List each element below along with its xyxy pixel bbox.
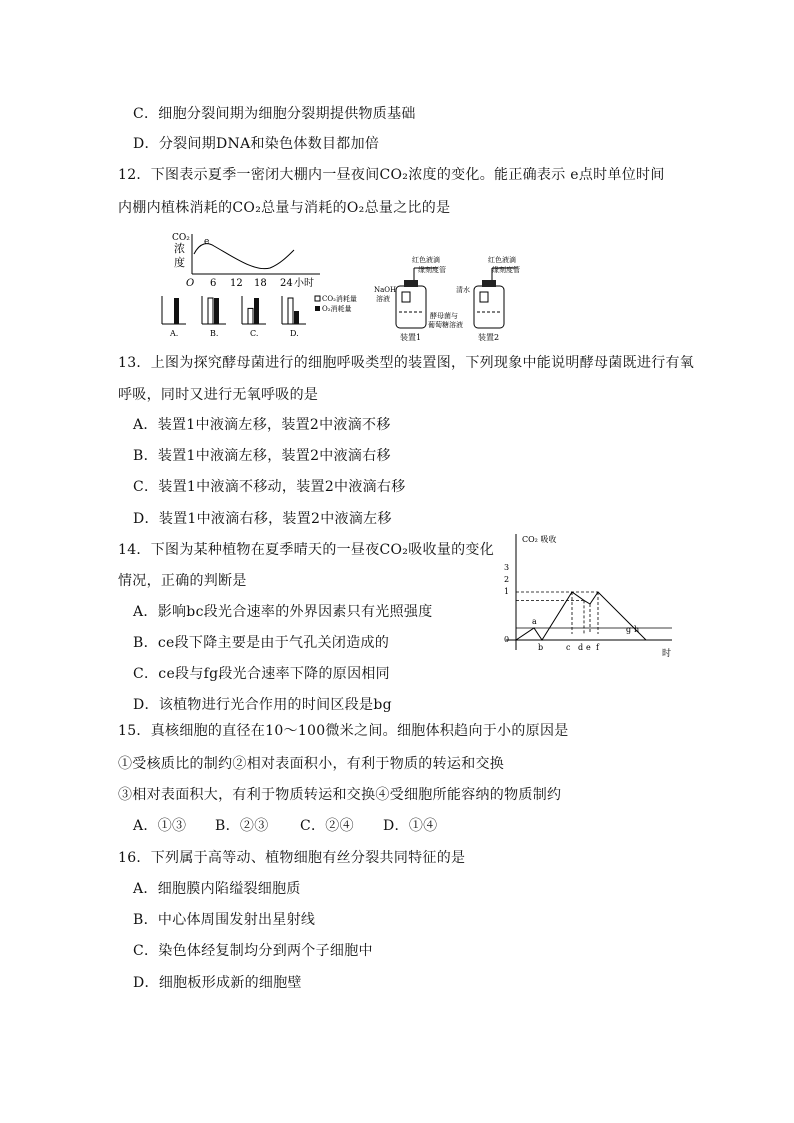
q14-point-f: f <box>596 643 599 652</box>
bar-o2 <box>294 311 299 324</box>
q15-option-a: A．①③ <box>133 818 187 834</box>
q13-option-c: C．装置1中液滴不移动，装置2中液滴右移 <box>133 479 406 495</box>
bar-co2 <box>208 298 213 324</box>
q16-stem: 16．下列属于高等动、植物细胞有丝分裂共同特征的是 <box>118 850 466 866</box>
q15-statement-1-2: ①受核质比的制约②相对表面积小，有利于物质的转运和交换 <box>118 756 505 772</box>
q14-point-g: g <box>626 625 632 634</box>
q16-option-b: B．中心体周围发射出星射线 <box>133 912 316 928</box>
q12-xtick-0: 6 <box>210 278 217 289</box>
q14-point-c: c <box>566 643 571 652</box>
q14-point-a: a <box>532 617 537 626</box>
q16-option-a: A．细胞膜内陷缢裂细胞质 <box>133 881 301 897</box>
legend-co2-label: CO₂消耗量 <box>322 295 357 303</box>
device2-inner-cup <box>480 292 488 302</box>
q12-stem-line2: 内棚内植株消耗的CO₂总量与消耗的O₂总量之比的是 <box>118 200 451 216</box>
bar-option-label: C. <box>250 329 259 338</box>
q14-ytick-1: 1 <box>504 587 510 596</box>
q13-stem-line2: 呼吸，同时又进行无氧呼吸的是 <box>118 387 319 403</box>
legend-o2-swatch <box>315 306 320 311</box>
q12-co2-graph <box>160 228 340 293</box>
q15-option-b: B．②③ <box>215 818 269 834</box>
q12-ylabel-top: CO₂ <box>172 233 190 243</box>
q12-ylabel-mid: 浓 <box>174 242 185 255</box>
device2-drop-label: 红色液滴 <box>488 256 516 264</box>
q14-xunit: 时 <box>662 649 672 659</box>
q12-stem-line1: 12．下图表示夏季一密闭大棚内一昼夜间CO₂浓度的变化。能正确表示 e点时单位时间 <box>118 167 665 183</box>
device1-flask <box>396 286 426 328</box>
q15-statement-3-4: ③相对表面积大，有利于物质转运和交换④受细胞所能容纳的物质制约 <box>118 787 562 803</box>
q16-option-c: C．染色体经复制均分到两个子细胞中 <box>133 943 373 959</box>
q12-xtick-1: 12 <box>230 278 243 289</box>
legend-co2-swatch <box>315 296 320 301</box>
q13-apparatus-diagram <box>372 254 532 346</box>
q14-point-h: h <box>634 625 640 634</box>
q12-xunit: 小时 <box>294 278 314 289</box>
q14-co2-absorption-graph <box>500 528 680 660</box>
q12-origin: O <box>186 278 195 289</box>
q12-xtick-2: 18 <box>254 278 267 289</box>
q14-option-b: B．ce段下降主要是由于气孔关闭造成的 <box>133 635 390 651</box>
device2-tube-label: 缘刻度管 <box>492 266 520 274</box>
device1-drop-label: 红色液滴 <box>412 256 440 264</box>
q16-option-d: D．细胞板形成新的细胞壁 <box>133 975 302 991</box>
q15-option-c: C．②④ <box>300 818 354 834</box>
q14-stem-line2: 情况，正确的判断是 <box>118 573 247 589</box>
device1-stopper <box>404 280 418 287</box>
q14-absorption-curve <box>516 592 672 640</box>
q11-option-c: C．细胞分裂间期为细胞分裂期提供物质基础 <box>133 106 416 122</box>
bar-option-label: D. <box>290 329 299 338</box>
bar-o2 <box>254 298 259 324</box>
q14-stem-line1: 14．下图为某种植物在夏季晴天的一昼夜CO₂吸收量的变化 <box>118 542 495 558</box>
q14-option-d: D．该植物进行光合作用的时间区段是bg <box>133 697 392 713</box>
q14-ytick-3: 3 <box>504 563 510 572</box>
q12-co2-curve <box>194 244 294 269</box>
q14-ytick-0: 0 <box>504 635 510 644</box>
device2-water: 清水 <box>456 286 470 294</box>
q14-point-b: b <box>538 643 544 652</box>
device1-label: 装置1 <box>400 333 422 342</box>
bar-option-label: A. <box>170 329 179 338</box>
bar-co2 <box>248 308 253 324</box>
q12-ylabel-bot: 度 <box>174 256 185 269</box>
q12-bar-options <box>160 288 360 343</box>
device1-inner-cup <box>402 292 410 302</box>
device1-tube-label: 缘刻度管 <box>418 266 446 274</box>
legend-o2-label: O₂消耗量 <box>322 305 352 313</box>
q14-ytick-2: 2 <box>504 575 510 584</box>
q15-stem-line1: 15．真核细胞的直径在10～100微米之间。细胞体积趋向于小的原因是 <box>118 723 569 739</box>
q14-point-d: d <box>578 643 584 652</box>
bar-o2 <box>174 298 179 324</box>
device1-naoh: NaOH <box>374 286 397 294</box>
q14-option-a: A．影响bc段光合速率的外界因素只有光照强度 <box>133 604 433 620</box>
q13-stem-line1: 13．上图为探究酵母菌进行的细胞呼吸类型的装置图，下列现象中能说明酵母菌既进行有氧 <box>118 355 695 371</box>
device2-stopper <box>482 280 496 287</box>
q13-option-d: D．装置1中液滴右移，装置2中液滴左移 <box>133 511 392 527</box>
device1-yeast: 酵母菌与 <box>430 312 458 320</box>
q12-xtick-3: 24 <box>280 278 293 289</box>
q11-option-d: D．分裂间期DNA和染色体数目都加倍 <box>133 136 380 152</box>
q12-point-e: e <box>204 237 210 247</box>
q13-option-a: A．装置1中液滴左移，装置2中液滴不移 <box>133 417 391 433</box>
q14-option-c: C．ce段与fg段光合速率下降的原因相同 <box>133 666 390 682</box>
q14-point-e: e <box>586 643 591 652</box>
device1-naoh2: 溶液 <box>376 295 390 303</box>
device1-glucose: 葡萄糖溶液 <box>428 321 463 329</box>
bar-o2 <box>214 298 219 324</box>
bar-co2 <box>288 298 293 324</box>
q14-ylabel: CO₂ 吸收 <box>522 535 557 544</box>
bar-option-label: B. <box>210 329 219 338</box>
q15-option-d: D．①④ <box>383 818 438 834</box>
device2-label: 装置2 <box>478 333 500 342</box>
device2-flask <box>474 286 504 328</box>
q13-option-b: B．装置1中液滴左移，装置2中液滴右移 <box>133 448 391 464</box>
